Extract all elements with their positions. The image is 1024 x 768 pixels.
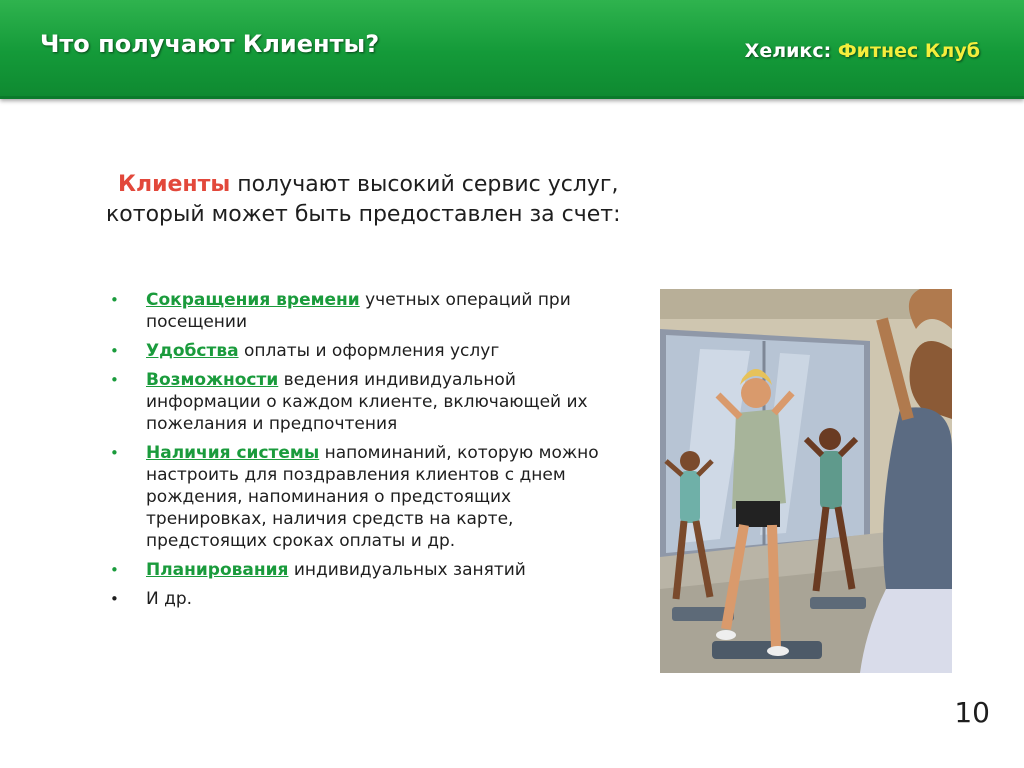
bullet-icon: • [110, 371, 119, 389]
brand-prefix: Хеликс: [744, 40, 832, 62]
list-item [104, 289, 634, 333]
item-text: ведения индивидуальной информации о каждом клиенте, включающей их пожелания и предпочтения [146, 370, 588, 434]
bullet-icon: • [110, 444, 119, 462]
brand-name: Фитнес Клуб [837, 40, 980, 62]
item-text: учетных операций при посещении [146, 290, 571, 332]
bullet-icon: • [110, 561, 119, 579]
item-keyword: Удобства [146, 341, 239, 361]
item-text: индивидуальных занятий [288, 560, 526, 580]
list-item [104, 588, 634, 610]
header-bar [0, 0, 1024, 99]
item-keyword: Наличия системы [146, 443, 320, 463]
lead-highlight: Клиенты [118, 172, 231, 197]
item-keyword: Возможности [146, 370, 279, 390]
aerobics-icon [660, 289, 952, 673]
item-text: напоминаний, которую можно настроить для поздравления клиентов с днем рождения, напоминания о предстоящих тренировках, наличия средств на карте, предстоящих сроках оплаты и др. [146, 443, 599, 551]
slide-title: Что получают Клиенты? [40, 30, 380, 58]
list-item [104, 559, 634, 581]
bullet-icon: • [110, 342, 119, 360]
benefits-list [104, 289, 634, 617]
list-item [104, 369, 634, 435]
lead-line2: который может быть предоставлен за счет: [106, 202, 621, 227]
item-text: оплаты и оформления услуг [238, 341, 500, 361]
bullet-icon: • [110, 291, 119, 309]
list-item [104, 340, 634, 362]
aerobics-class-illustration [660, 289, 952, 673]
lead-paragraph [106, 170, 726, 230]
list-item [104, 442, 634, 552]
bullet-icon: • [110, 590, 119, 608]
page-number: 10 [954, 696, 990, 729]
item-keyword: Сокращения времени [146, 290, 360, 310]
item-keyword: Планирования [146, 560, 289, 580]
item-text: И др. [146, 589, 193, 609]
brand-label [745, 40, 980, 62]
lead-line1: получают высокий сервис услуг, [230, 172, 619, 197]
